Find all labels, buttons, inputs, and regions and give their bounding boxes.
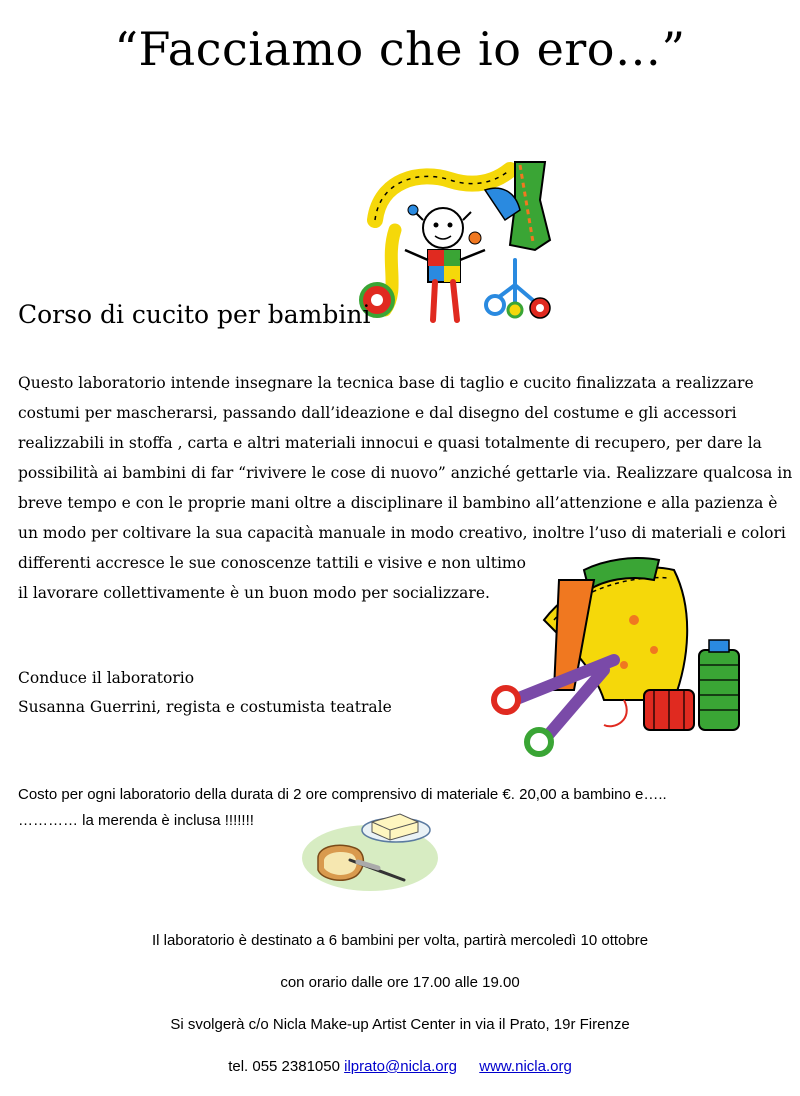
sewing-child-illustration — [355, 150, 565, 335]
group-size-info: Il laboratorio è destinato a 6 bambini per volta, partirà mercoledì 10 ottobre — [151, 932, 649, 949]
page-title: “Facciamo che io ero…” — [114, 22, 686, 76]
location-info: Si svolgerà c/o Nicla Make-up Artist Center in via il Prato, 19r Firenze — [170, 1016, 630, 1033]
schedule-info: con orario dalle ore 17.00 alle 19.00 — [280, 974, 520, 991]
contact-info — [0, 1058, 800, 1075]
snack-line: ………… la merenda è inclusa !!!!!!! — [18, 812, 254, 829]
description-line: un modo per coltivare la sua capacità manuale in modo creativo, inoltre l’uso di materiali e colori — [18, 524, 786, 542]
instructor-info — [18, 664, 392, 722]
description-line: differenti accresce le sue conoscenze tattili e visive e non ultimo — [18, 554, 526, 572]
website-link[interactable]: www.nicla.org — [479, 1058, 572, 1075]
description-line: Questo laboratorio intende insegnare la tecnica base di taglio e cucito finalizzata a realizzare — [18, 374, 754, 392]
description-line: possibilità ai bambini di far “rivivere le cose di nuovo” anziché gettarle via. Realizzare qualcosa in — [18, 464, 793, 482]
bread-butter-plate-illustration — [300, 806, 440, 894]
instructor-label: Conduce il laboratorio — [18, 669, 195, 687]
description-line: costumi per mascherarsi, passando dall’ideazione e dal disegno del costume e gli accessori — [18, 404, 737, 422]
instructor-name: Susanna Guerrini, regista e costumista teatrale — [18, 698, 392, 716]
description-line: il lavorare collettivamente è un buon modo per socializzare. — [18, 584, 490, 602]
phone-number: tel. 055 2381050 — [228, 1058, 340, 1075]
description-line: breve tempo e con le proprie mani oltre a disciplinare il bambino all’attenzione e alla pazienza è — [18, 494, 778, 512]
description-line: realizzabili in stoffa , carta e altri materiali innocui e quasi totalmente di recupero, per dare la — [18, 434, 762, 452]
email-link[interactable]: ilprato@nicla.org — [344, 1058, 457, 1075]
cost-line: Costo per ogni laboratorio della durata di 2 ore comprensivo di materiale €. 20,00 a bambino e….. — [18, 786, 667, 803]
fabric-scissors-thread-illustration — [484, 550, 744, 760]
course-subtitle: Corso di cucito per bambini — [18, 300, 371, 329]
